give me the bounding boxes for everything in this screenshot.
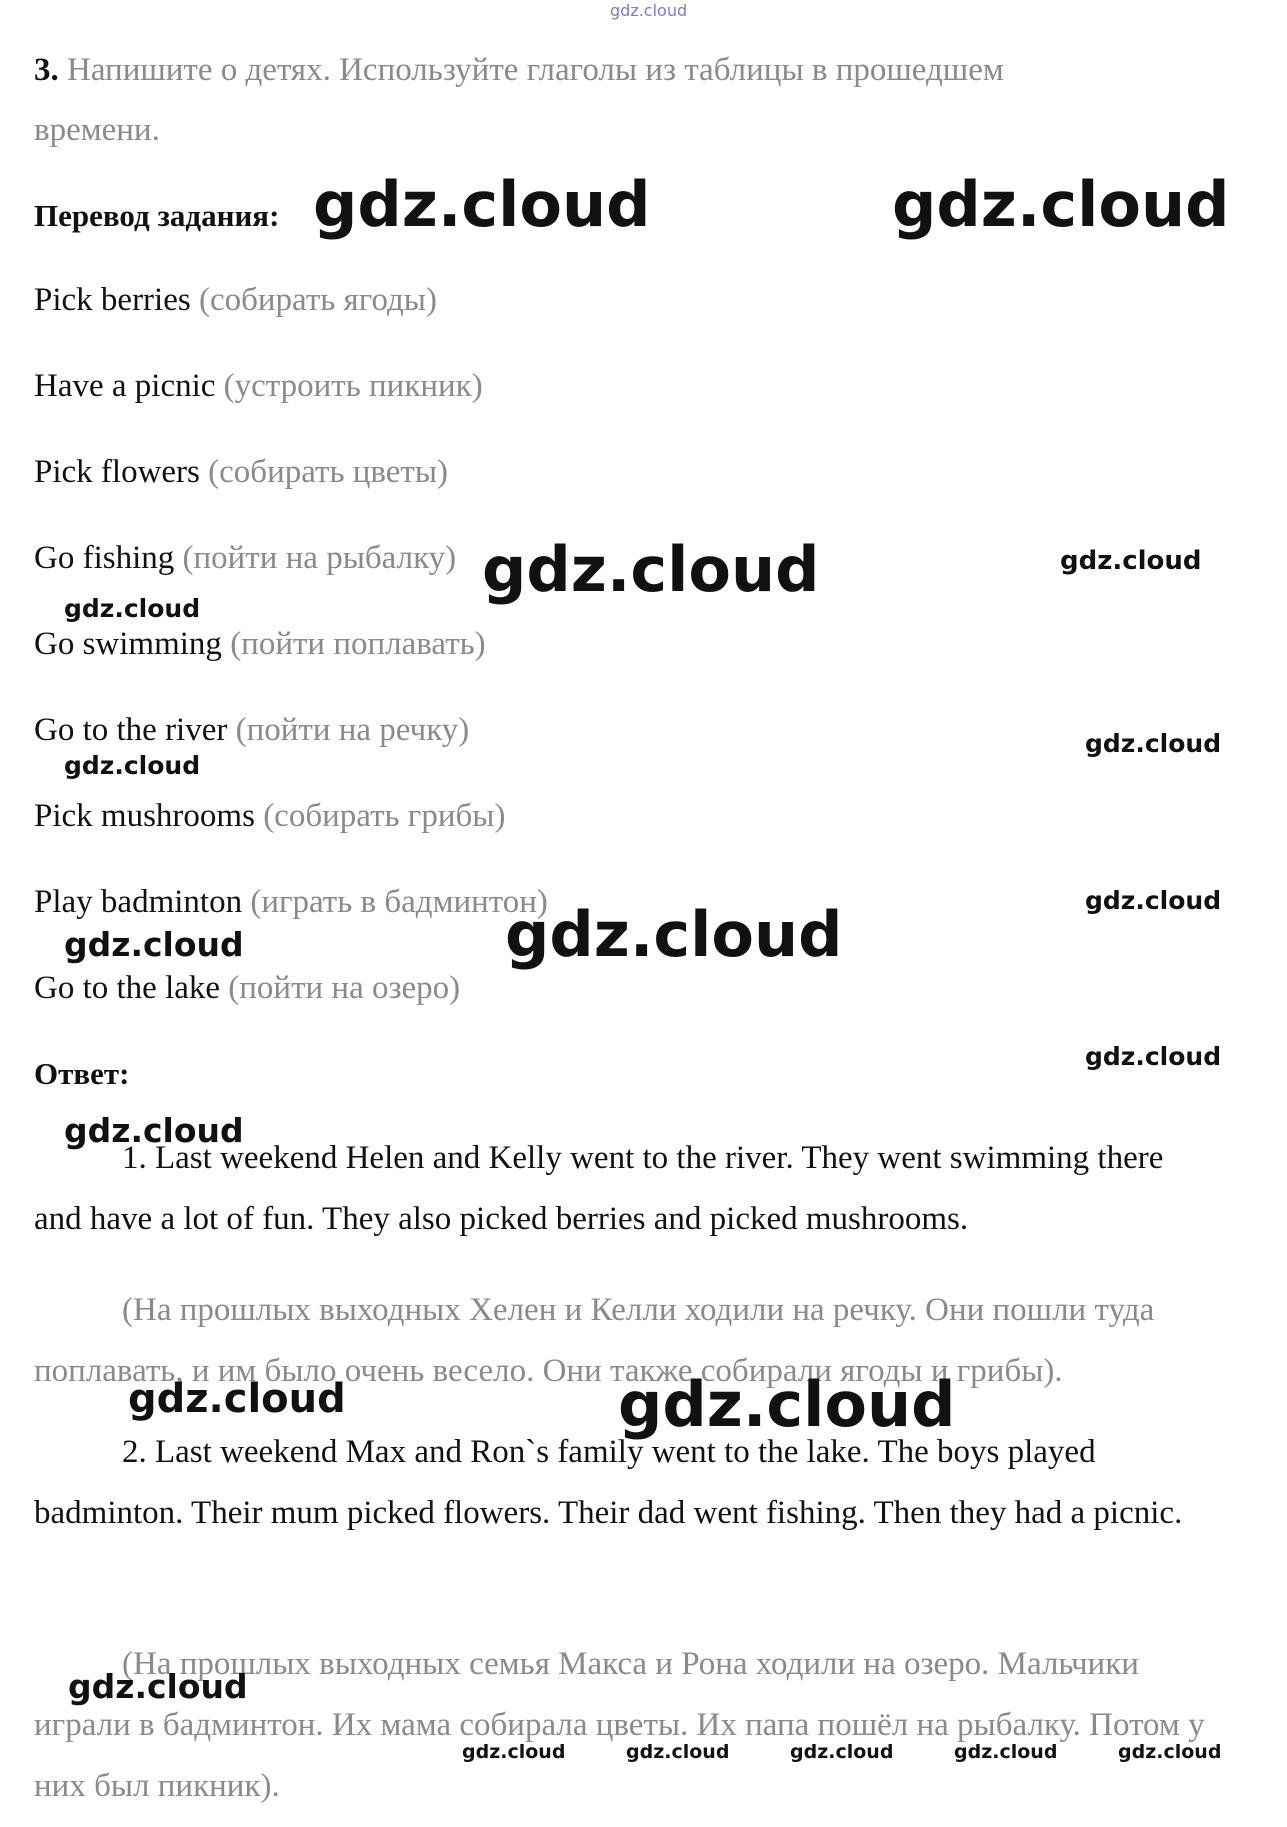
watermark: gdz.cloud	[1085, 1042, 1222, 1071]
watermark: gdz.cloud	[462, 1741, 566, 1763]
phrase-ru: (пойти поплавать)	[230, 626, 486, 662]
task-text: Напишите о детях. Используйте глаголы из таблицы в прошедшем	[67, 52, 1004, 88]
watermark: gdz.cloud	[313, 168, 651, 241]
watermark: gdz.cloud	[128, 1376, 346, 1422]
phrase-item	[34, 366, 483, 406]
watermark: gdz.cloud	[618, 1368, 956, 1441]
phrase-en: Go to the river	[34, 712, 228, 748]
watermark: gdz.cloud	[954, 1741, 1058, 1763]
watermark: gdz.cloud	[790, 1741, 894, 1763]
phrase-en: Pick flowers	[34, 454, 200, 490]
watermark: gdz.cloud	[505, 898, 843, 971]
watermark: gdz.cloud	[1060, 546, 1202, 576]
phrase-item	[34, 796, 505, 836]
phrase-item	[34, 624, 486, 664]
phrase-en: Go swimming	[34, 626, 222, 662]
watermark: gdz.cloud	[892, 168, 1230, 241]
phrase-ru: (собирать цветы)	[208, 454, 449, 490]
phrase-item	[34, 882, 548, 922]
phrase-item	[34, 710, 469, 750]
watermark: gdz.cloud	[64, 751, 201, 780]
task-line-2: времени.	[34, 112, 160, 148]
phrase-en: Go to the lake	[34, 970, 221, 1006]
watermark: gdz.cloud	[64, 1111, 244, 1150]
phrase-ru: (пойти на речку)	[235, 712, 470, 748]
phrase-ru: (пойти на озеро)	[228, 970, 461, 1006]
answer-translation: (На прошлых выходных семья Макса и Рона ходили на озеро. Мальчики играли в бадминтон. Их мама собирала цветы. Их папа пошёл на рыбалку. Потом у них был пикник).	[34, 1646, 1205, 1804]
phrase-item	[34, 452, 448, 492]
watermark: gdz.cloud	[64, 594, 201, 623]
phrase-en: Play badminton	[34, 884, 243, 920]
translation-heading: Перевод задания:	[34, 198, 280, 233]
phrase-ru: (играть в бадминтон)	[250, 884, 548, 920]
phrase-en: Have a picnic	[34, 368, 216, 404]
phrase-en: Pick berries	[34, 282, 191, 318]
watermark: gdz.cloud	[626, 1741, 730, 1763]
watermark: gdz.cloud	[1118, 1741, 1222, 1763]
watermark: gdz.cloud	[1085, 729, 1222, 758]
task-number: 3.	[34, 52, 59, 88]
phrase-en: Go fishing	[34, 540, 175, 576]
phrase-ru: (собирать ягоды)	[198, 282, 437, 318]
watermark-top: gdz.cloud	[610, 1, 688, 20]
watermark: gdz.cloud	[482, 533, 820, 606]
phrase-ru: (устроить пикник)	[223, 368, 483, 404]
answer-heading: Ответ:	[34, 1056, 130, 1091]
phrase-en: Pick mushrooms	[34, 798, 255, 834]
answer-text: 2. Last weekend Max and Ron`s family went to the lake. The boys played badminton. Their mum picked flowers. Their dad went fishing. Then they had a picnic.	[34, 1434, 1183, 1531]
answer-2-ru	[34, 1634, 1214, 1817]
task-line-1	[34, 50, 1004, 90]
answer-translation: (На прошлых выходных Хелен и Келли ходили на речку. Они пошли туда поплавать, и им было очень весело. Они также собирали ягоды и грибы).	[34, 1292, 1155, 1389]
phrase-item	[34, 538, 456, 578]
phrase-item	[34, 968, 460, 1008]
watermark: gdz.cloud	[1085, 886, 1222, 915]
phrase-item	[34, 280, 437, 320]
watermark: gdz.cloud	[64, 925, 244, 964]
answer-text: 1. Last weekend Helen and Kelly went to the river. They went swimming there and have a lot of fun. They also picked berries and picked mushrooms.	[34, 1140, 1164, 1237]
phrase-ru: (пойти на рыбалку)	[182, 540, 457, 576]
phrase-ru: (собирать грибы)	[263, 798, 506, 834]
watermark: gdz.cloud	[68, 1667, 248, 1706]
